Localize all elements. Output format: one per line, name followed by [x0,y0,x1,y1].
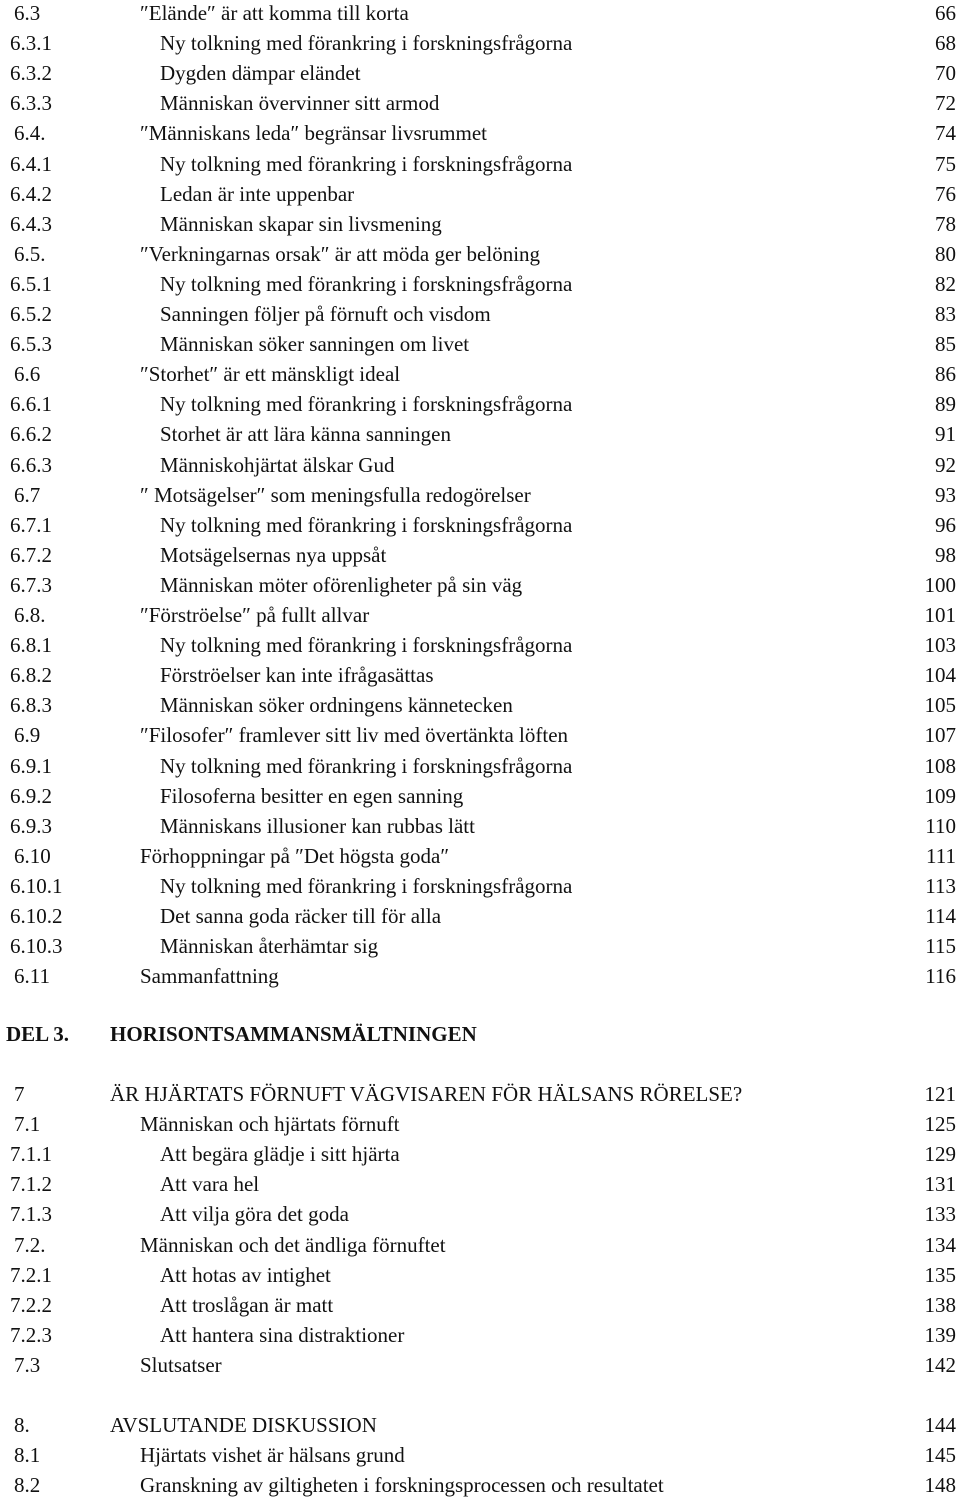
toc-entry-number: 6.7.2 [10,542,52,567]
toc-entry-title: Ny tolkning med förankring i forskningsfrågorna [160,873,573,898]
toc-entry[interactable] [0,961,960,991]
toc-entry-number: 7 [14,1082,25,1106]
toc-entry-page-number: 135 [924,1262,956,1287]
toc-entry-number: 6.4. [14,121,46,146]
toc-entry-number: 6.8.3 [10,693,52,718]
toc-entry[interactable] [0,570,960,600]
toc-entry-title: Ny tolkning med förankring i forskningsfrågorna [160,31,573,56]
toc-entry-number: 6.10.3 [10,934,63,959]
toc-entry[interactable] [0,1410,960,1440]
toc-entry-title: ″Filosofer″ framlever sitt liv med övertänkta löften [140,723,569,748]
toc-entry-page-number: 134 [924,1232,956,1257]
toc-entry-page-number: 92 [935,452,956,477]
toc-entry-number: 6.9 [14,723,41,748]
toc-entry-title: ″Verkningarnas orsak″ är att möda ger belöning [140,241,541,266]
toc-entry-title: Människan och det ändliga förnuftet [140,1232,446,1257]
toc-entry-title: Sammanfattning [140,964,279,989]
toc-entry[interactable] [0,1320,960,1350]
toc-entry-page-number: 76 [935,181,956,206]
toc-entry-number: 7.1.1 [10,1142,52,1167]
toc-entry-page-number: 91 [935,422,956,447]
toc-entry[interactable] [0,88,960,118]
toc-entry-page-number: 74 [935,121,956,146]
toc-entry-number: 6.7.3 [10,572,52,597]
toc-entry-number: 6.4.3 [10,211,52,236]
toc-entry-page-number: 101 [924,603,956,627]
toc-entry-number: 7.3 [14,1352,41,1377]
toc-entry[interactable] [0,389,960,419]
toc-entry-number: 6.8.1 [10,633,52,658]
toc-entry-page-number: 139 [924,1322,956,1347]
toc-entry-number: 6.6 [14,362,41,387]
toc-entry-title: Människan skapar sin livsmening [160,211,442,236]
toc-entry-page-number: 105 [924,693,956,718]
toc-entry-title: Att begära glädje i sitt hjärta [160,1142,400,1167]
toc-entry-title: Sanningen följer på förnuft och visdom [160,302,491,326]
toc-entry-page-number: 131 [924,1172,956,1197]
toc-entry[interactable] [0,1290,960,1320]
toc-entry[interactable] [0,660,960,690]
toc-entry-number: 6.9.3 [10,813,52,838]
toc-entry-number: 6.5. [14,241,46,266]
toc-entry-page-number: 107 [924,723,956,748]
toc-entry[interactable] [0,1350,960,1380]
toc-entry-title: Ny tolkning med förankring i forskningsfrågorna [160,271,573,296]
toc-entry-title: Ny tolkning med förankring i forskningsfrågorna [160,151,573,176]
toc-entry-title: Människan återhämtar sig [160,934,379,959]
toc-entry-title: Storhet är att lära känna sanningen [160,422,451,447]
toc-entry-title: ″Förströelse″ på fullt allvar [140,603,370,627]
toc-entry-title: Människan övervinner sitt armod [160,91,440,116]
toc-entry[interactable] [0,690,960,720]
toc-entry-title: Dygden dämpar eländet [160,61,361,86]
toc-entry[interactable] [0,510,960,540]
toc-entry-number: 6.9.2 [10,783,52,808]
toc-entry-page-number: 116 [925,964,956,989]
toc-entry-number: 6.7 [14,482,41,507]
toc-entry-title: Att hantera sina distraktioner [160,1322,405,1347]
toc-entry[interactable] [0,450,960,480]
toc-entry[interactable] [0,1079,960,1109]
toc-entry[interactable] [0,359,960,389]
toc-entry-number: 7.2.3 [10,1322,52,1347]
toc-entry-number: 6.8. [14,603,46,627]
toc-entry[interactable] [0,480,960,510]
part-title: HORISONTSAMMANSMÄLTNINGEN [110,1022,477,1046]
toc-entry[interactable] [0,1169,960,1199]
toc-entry-page-number: 82 [935,271,956,296]
toc-entry-title: Slutsatser [140,1352,222,1377]
toc-entry-number: 6.3 [14,1,41,25]
toc-entry-title: Ny tolkning med förankring i forskningsfrågorna [160,392,573,417]
toc-entry[interactable] [0,751,960,781]
toc-entry-page-number: 142 [924,1352,956,1377]
toc-entry-page-number: 138 [924,1292,956,1317]
toc-entry-page-number: 109 [924,783,956,808]
toc-entry-page-number: 144 [924,1413,956,1437]
toc-entry[interactable] [0,28,960,58]
toc-entry-title: Att vara hel [160,1172,260,1197]
toc-entry-title: ″ Motsägelser″ som meningsfulla redogörelser [140,482,531,507]
toc-entry[interactable] [0,781,960,811]
toc-entry-title: ″Elände″ är att komma till korta [140,1,409,25]
toc-entry-title: Att troslågan är matt [160,1292,334,1317]
toc-entry-page-number: 111 [926,843,956,868]
toc-entry[interactable] [0,811,960,841]
toc-entry[interactable] [0,630,960,660]
toc-entry-number: 7.1.3 [10,1202,52,1227]
toc-entry-number: 6.10.1 [10,873,63,898]
toc-entry-page-number: 86 [935,362,956,387]
toc-entry-number: 7.2.2 [10,1292,52,1317]
toc-entry[interactable] [0,1230,960,1260]
toc-entry[interactable] [0,1470,960,1500]
toc-entry[interactable] [0,58,960,88]
toc-entry-page-number: 66 [935,1,956,25]
toc-entry[interactable] [0,1199,960,1229]
toc-entry-number: 6.9.1 [10,753,52,778]
toc-entry-page-number: 113 [925,873,956,898]
toc-entry[interactable] [0,841,960,871]
toc-entry-title: Människan och hjärtats förnuft [140,1112,400,1137]
toc-entry-page-number: 83 [935,302,956,326]
toc-entry-number: 6.4.1 [10,151,52,176]
toc-entry-page-number: 104 [924,663,956,688]
toc-entry-title: Ledan är inte uppenbar [160,181,355,206]
toc-entry-title: Att vilja göra det goda [160,1202,349,1227]
toc-entry-number: 6.5.2 [10,302,52,326]
toc-entry-page-number: 98 [935,542,956,567]
toc-entry[interactable] [0,269,960,299]
toc-entry-title: ″Människans leda″ begränsar livsrummet [140,121,487,146]
toc-entry-title: Ny tolkning med förankring i forskningsfrågorna [160,753,573,778]
toc-entry-title: Filosoferna besitter en egen sanning [160,783,464,808]
toc-entry[interactable] [0,0,960,28]
toc-entry-page-number: 129 [924,1142,956,1167]
toc-entry-page-number: 89 [935,392,956,417]
toc-entry-title: Människan söker ordningens kännetecken [160,693,513,718]
toc-entry[interactable] [0,1139,960,1169]
toc-entry[interactable] [0,901,960,931]
toc-entry-number: 6.3.1 [10,31,52,56]
toc-entry-title: Hjärtats vishet är hälsans grund [140,1443,405,1468]
toc-entry[interactable] [0,419,960,449]
toc-entry-number: 6.11 [14,964,50,989]
toc-entry-number: 6.10 [14,843,51,868]
part-number: DEL 3. [6,1022,70,1046]
toc-entry-title: Människan möter oförenligheter på sin väg [160,572,523,597]
toc-entry-page-number: 70 [935,61,956,86]
toc-entry-number: 6.3.3 [10,91,52,116]
toc-entry[interactable] [0,720,960,750]
toc-entry-title: Det sanna goda räcker till för alla [160,904,442,928]
toc-entry-page-number: 125 [924,1112,956,1137]
toc-entry-page-number: 78 [935,211,956,236]
toc-entry-page-number: 96 [935,512,956,537]
toc-entry-number: 6.6.1 [10,392,52,417]
toc-entry[interactable] [0,299,960,329]
toc-entry[interactable] [0,1440,960,1470]
toc-entry-page-number: 75 [935,151,956,176]
toc-entry-page-number: 85 [935,332,956,357]
toc-entry-page-number: 133 [924,1202,956,1227]
toc-entry-number: 7.1 [14,1112,41,1137]
toc-entry-title: Förhoppningar på ″Det högsta goda″ [140,843,450,868]
toc-entry-number: 6.8.2 [10,663,52,688]
toc-entry-number: 6.5.1 [10,271,52,296]
toc-entry[interactable] [0,209,960,239]
toc-entry[interactable] [0,1109,960,1139]
toc-entry-number: 6.5.3 [10,332,52,357]
toc-entry-page-number: 103 [924,633,956,658]
toc-entry-page-number: 72 [935,91,956,116]
toc-entry-number: 6.10.2 [10,904,63,928]
toc-entry-title: Ny tolkning med förankring i forskningsfrågorna [160,633,573,658]
toc-entry-number: 6.3.2 [10,61,52,86]
toc-entry[interactable] [0,149,960,179]
toc-entry-title: Människan söker sanningen om livet [160,332,470,357]
toc-entry[interactable] [0,540,960,570]
toc-entry-title: Att hotas av intighet [160,1262,331,1287]
toc-entry-page-number: 121 [924,1082,956,1106]
toc-entry-title: ″Storhet″ är ett mänskligt ideal [140,362,401,387]
toc-entry[interactable] [0,329,960,359]
toc-entry[interactable] [0,931,960,961]
toc-entry-title: AVSLUTANDE DISKUSSION [110,1413,377,1437]
toc-entry-page-number: 114 [925,904,956,928]
toc-entry-number: 6.7.1 [10,512,52,537]
toc-entry[interactable] [0,600,960,630]
toc-entry-page-number: 145 [924,1443,956,1468]
toc-entry-number: 8.1 [14,1443,41,1468]
toc-entry-page-number: 100 [924,572,956,597]
toc-entry-number: 8.2 [14,1473,41,1498]
toc-entry-title: Ny tolkning med förankring i forskningsfrågorna [160,512,573,537]
toc-entry-page-number: 80 [935,241,956,266]
toc-entry-page-number: 93 [935,482,956,507]
toc-entry-title: Granskning av giltigheten i forskningsprocessen och resultatet [140,1473,664,1498]
toc-entry[interactable] [0,179,960,209]
toc-entry[interactable] [0,1260,960,1290]
toc-entry[interactable] [0,118,960,148]
toc-entry-number: 7.1.2 [10,1172,52,1197]
toc-entry-page-number: 108 [924,753,956,778]
toc-entry-page-number: 148 [924,1473,956,1498]
toc-entry[interactable] [0,871,960,901]
toc-entry[interactable] [0,239,960,269]
toc-entry-page-number: 110 [925,813,956,838]
toc-entry-page-number: 68 [935,31,956,56]
toc-entry-number: 6.4.2 [10,181,52,206]
toc-entry-number: 8. [14,1413,30,1437]
toc-entry-title: Människans illusioner kan rubbas lätt [160,813,475,838]
toc-entry-title: Förströelser kan inte ifrågasättas [160,663,434,688]
toc-entry-title: ÄR HJÄRTATS FÖRNUFT VÄGVISAREN FÖR HÄLSANS RÖRELSE? [110,1082,743,1106]
toc-entry-page-number: 115 [925,934,956,959]
toc-entry-number: 6.6.2 [10,422,52,447]
toc-entry-number: 7.2. [14,1232,46,1257]
toc-entry-number: 6.6.3 [10,452,52,477]
part-heading [0,1019,960,1049]
toc-entry-title: Motsägelsernas nya uppsåt [160,542,387,567]
toc-entry-title: Människohjärtat älskar Gud [160,452,395,477]
toc-entry-number: 7.2.1 [10,1262,52,1287]
